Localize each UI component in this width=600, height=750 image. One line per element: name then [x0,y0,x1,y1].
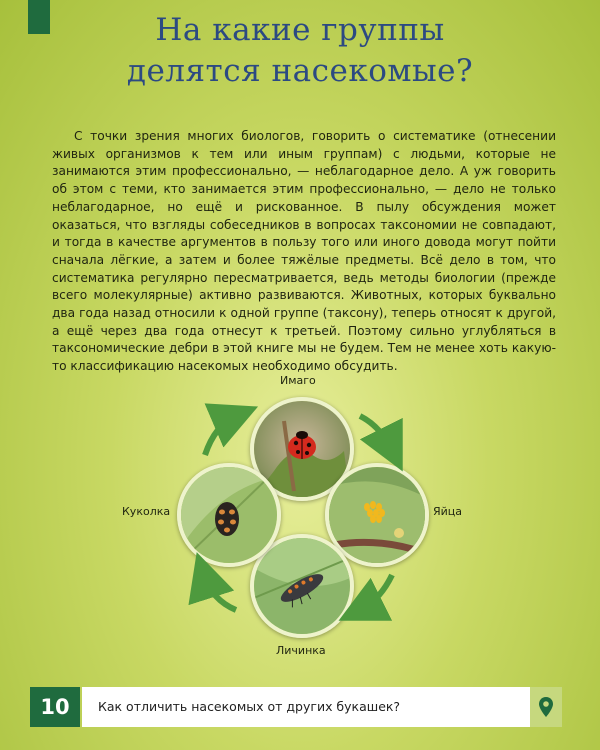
cycle-arrow-icon [0,360,600,670]
title-line-2: делятся насекомые? [126,53,474,89]
stage-label-larva: Личинка [276,644,326,657]
running-title: Как отличить насекомых от других букашек? [98,699,401,714]
page-footer [30,687,562,727]
page-title [0,10,600,92]
title-line-1: На какие группы [155,12,445,48]
page-number: 10 [30,687,80,727]
stage-label-eggs: Яйца [433,505,463,518]
stage-label-imago: Имаго [280,374,316,387]
location-pin-icon [538,696,554,718]
running-title-bar [82,687,562,727]
ladybug-life-cycle-diagram [0,360,600,670]
stage-label-pupa: Куколка [122,505,171,518]
body-paragraph: С точки зрения многих биологов, говорить о систематике (отнесении живых организмов к тем или иным группам) с людьми, которые не занимаются этим профессионально, — неблагодарное дело. А уж говорить об этом с теми, кто занимается этим профессионально, — дело не только неблагодарное, но ещё и рискованное. В пылу обсуждения может оказаться, что взгляды собеседников в вопросах таксономии не совпадают, и тогда в качестве аргументов в пользу того или иного довода могут пойти сначала лёгкие, а затем и более тяжёлые предметы. Всё дело в том, что систематика регулярно пересматривается, ведь методы биологии (прежде всего молекулярные) активно развиваются. Животных, которых буквально два года назад относили к одной группе (таксону), теперь относят к другой, а ещё через два года отнесут к третьей. Поэтому сильно углубляться в таксономические дебри в этой книге мы не будем. Тем не менее хоть какую-то классификацию насекомых необходимо обсудить. [52,129,556,374]
footer-end-tab [530,687,562,727]
